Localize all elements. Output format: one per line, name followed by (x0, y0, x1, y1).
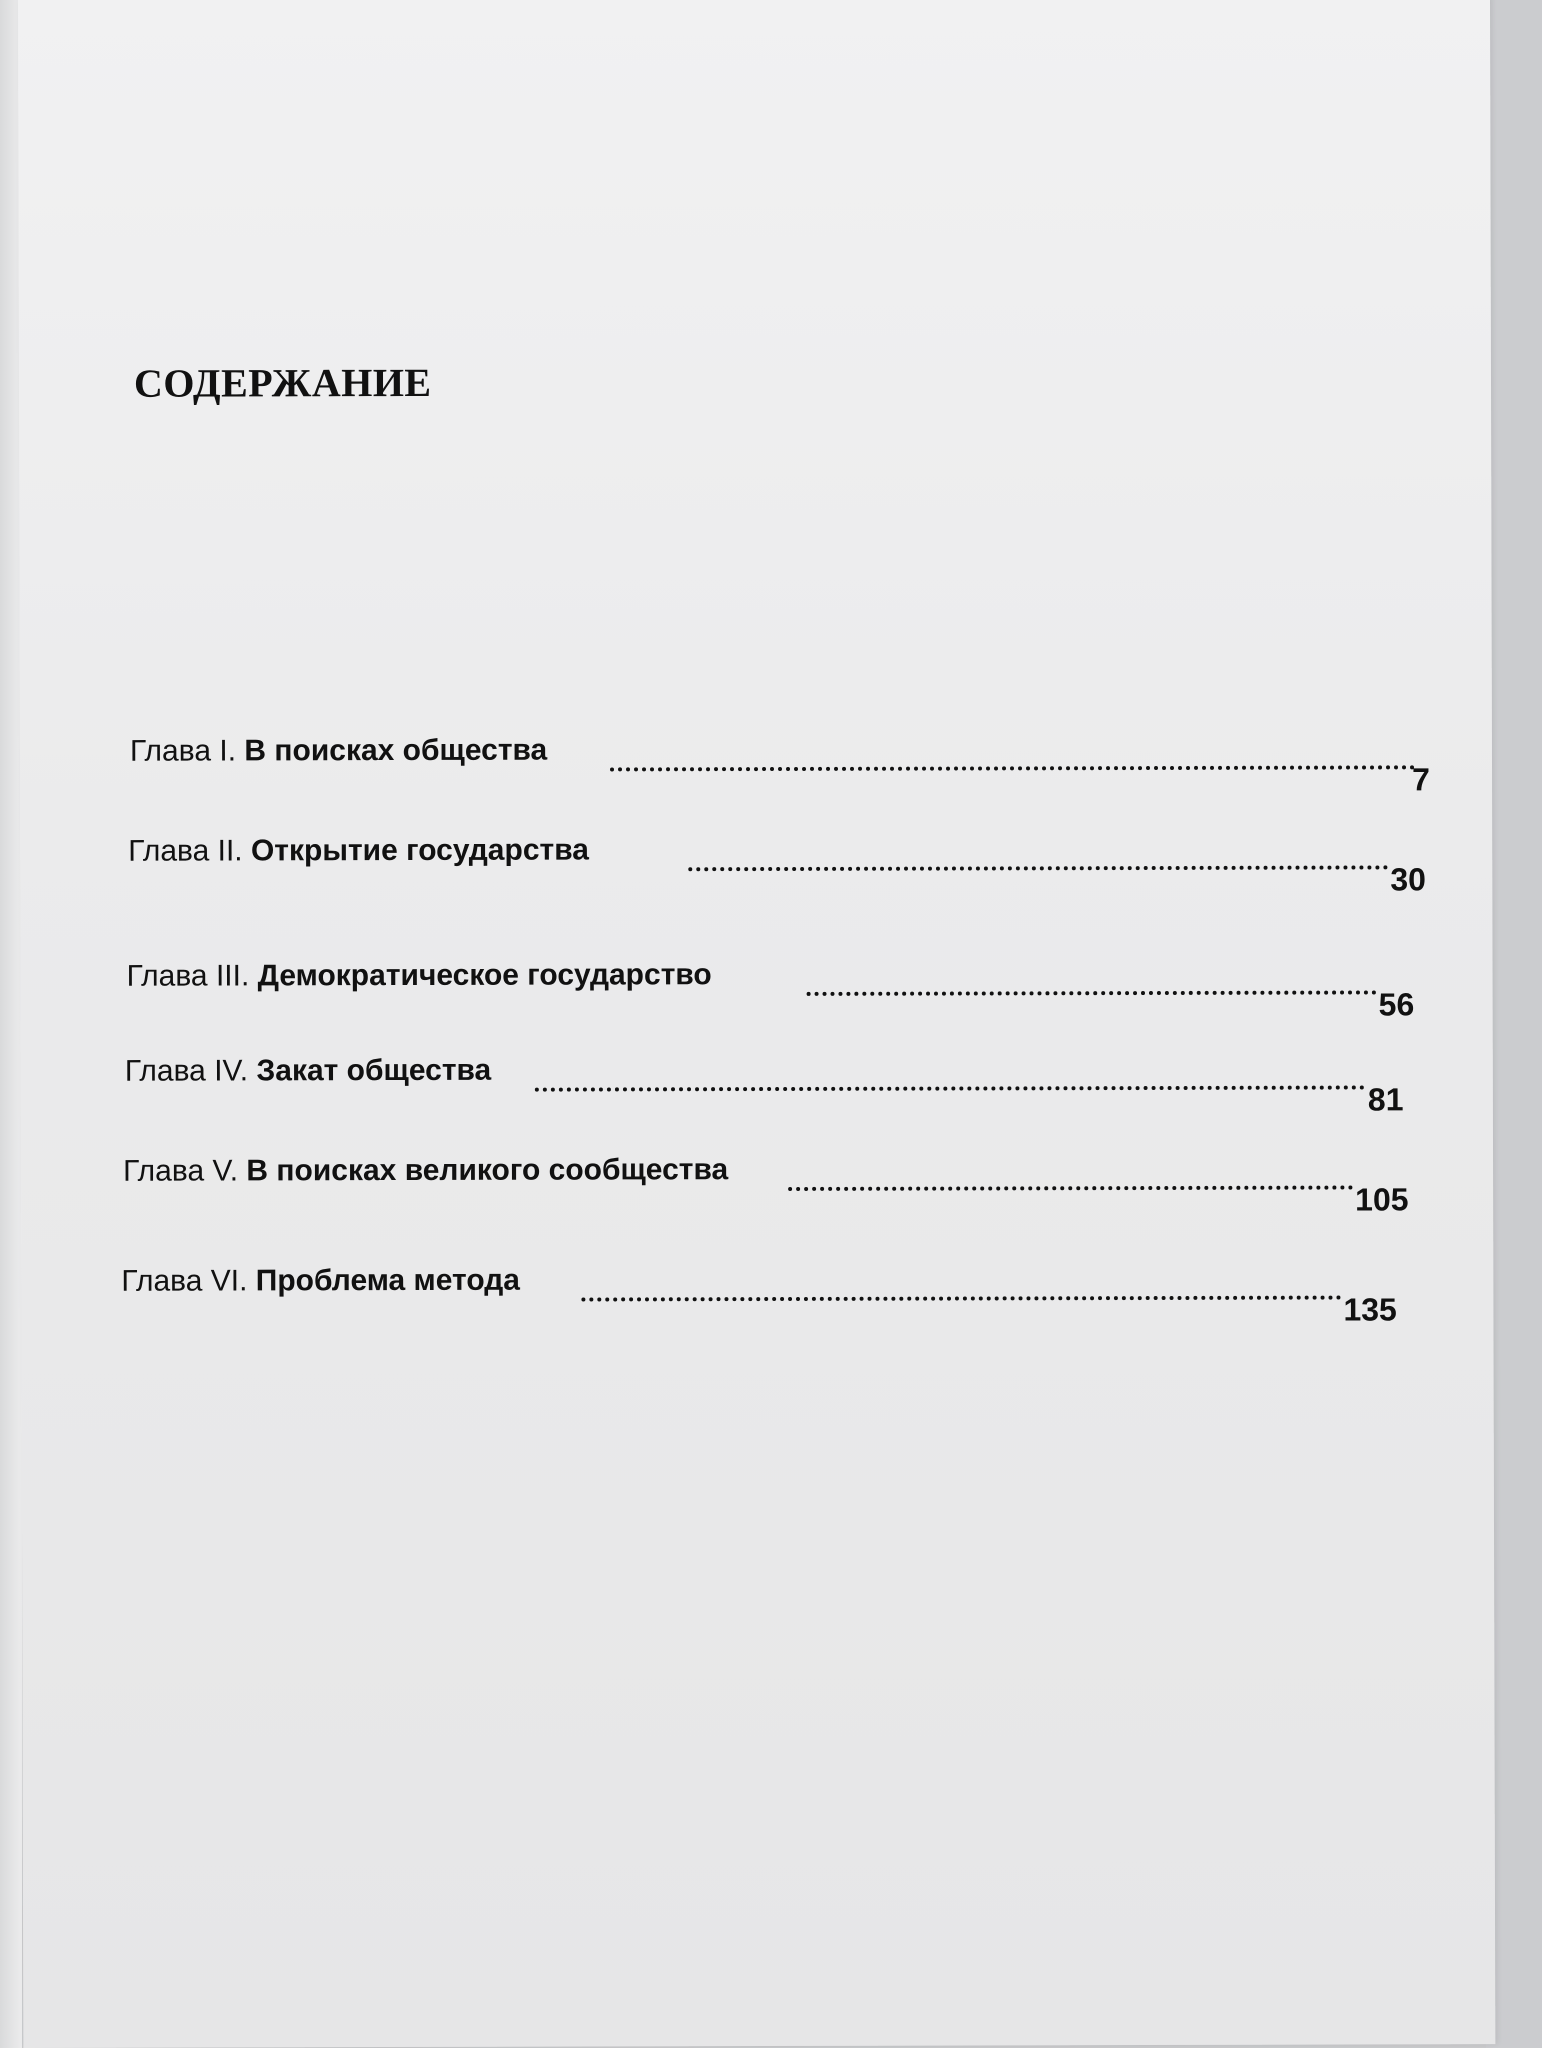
chapter-title: В поисках великого сообщества (246, 1153, 729, 1188)
toc-entry (121, 1262, 1397, 1335)
dot-leader (788, 1186, 1353, 1191)
page-number: 30 (1390, 861, 1426, 898)
chapter-number: Глава V. (123, 1154, 239, 1188)
dot-leader (535, 1085, 1365, 1091)
chapter-title: В поисках общества (244, 733, 548, 768)
dot-leader (581, 1296, 1341, 1302)
dot-leader (688, 865, 1388, 871)
page-number: 81 (1367, 1081, 1404, 1118)
page-number: 105 (1355, 1181, 1409, 1218)
chapter-title: Проблема метода (255, 1263, 521, 1298)
page-number: 56 (1378, 986, 1415, 1023)
chapter-title: Открытие государства (250, 833, 589, 868)
chapter-number: Глава VI. (121, 1264, 248, 1298)
chapter-number: Глава III. (126, 959, 250, 993)
toc-entry (126, 957, 1415, 1030)
toc-entry (124, 1052, 1404, 1125)
chapter-title: Закат общества (256, 1053, 492, 1088)
chapter-title: Демократическое государство (257, 958, 712, 993)
chapter-number: Глава IV. (124, 1054, 249, 1088)
page-number: 135 (1343, 1291, 1397, 1328)
book-page (18, 0, 1495, 2048)
chapter-number: Глава II. (128, 834, 243, 868)
dot-leader (807, 990, 1377, 995)
page-title: СОДЕРЖАНИЕ (133, 359, 432, 406)
page-number: 7 (1411, 761, 1430, 798)
toc-entry (129, 732, 1430, 805)
chapter-number: Глава I. (129, 734, 237, 768)
dot-leader (610, 765, 1415, 771)
toc-entry (123, 1152, 1409, 1225)
toc-entry (128, 832, 1426, 905)
